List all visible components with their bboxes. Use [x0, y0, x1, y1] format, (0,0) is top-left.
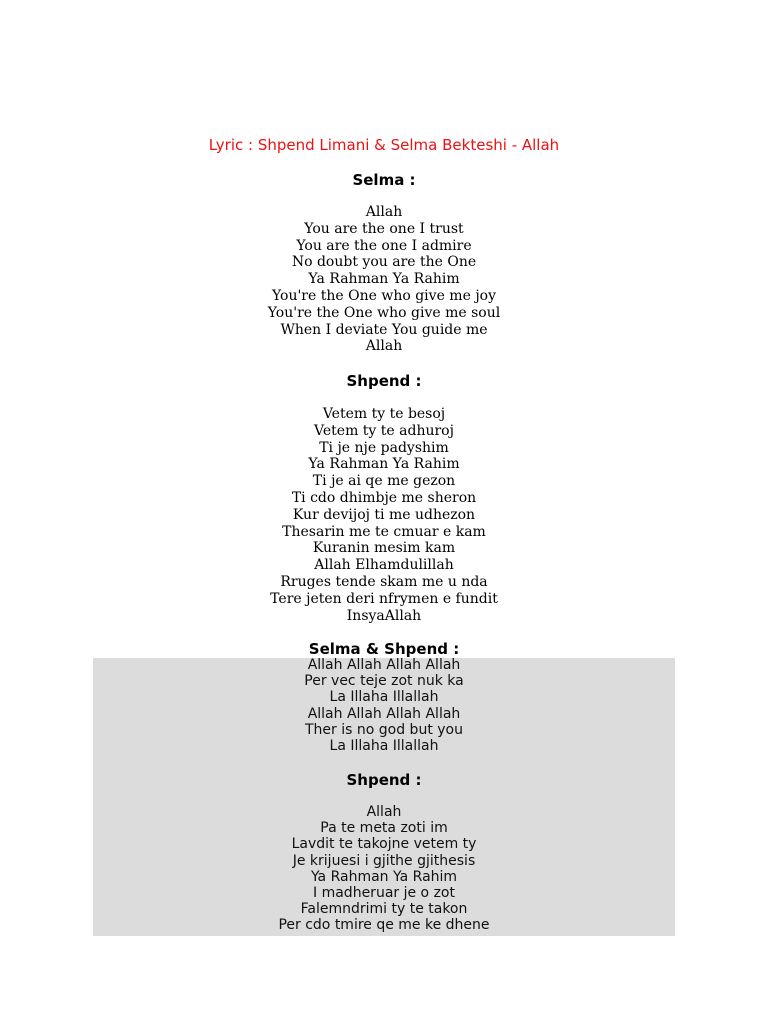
lyric-line: Ti je nje padyshim	[319, 439, 449, 456]
lyric-title: Lyric : Shpend Limani & Selma Bekteshi - Allah	[208, 136, 560, 154]
lyric-line: Allah Elhamdulillah	[314, 557, 454, 574]
lyric-line: La Illaha Illallah	[329, 737, 439, 754]
lyric-line: You are the one I admire	[296, 237, 472, 254]
lyric-line: Je krijuesi i gjithe gjithesis	[292, 852, 476, 869]
lyric-line: Vetem ty te adhuroj	[314, 422, 454, 439]
section-heading-shpend-2: Shpend :	[346, 771, 422, 789]
lyric-line: InsyaAllah	[346, 607, 422, 624]
lyrics-block-shpend-2	[0, 804, 768, 934]
lyric-line: Tere jeten deri nfrymen e fundit	[270, 590, 498, 607]
lyric-line: Per vec teje zot nuk ka	[304, 673, 464, 690]
lyric-line: Ther is no god but you	[305, 721, 463, 738]
lyric-line: You're the One who give me soul	[267, 304, 501, 321]
lyrics-block-duet	[0, 657, 768, 754]
lyric-line: Ti je ai qe me gezon	[312, 473, 456, 490]
lyric-line: No doubt you are the One	[291, 254, 477, 271]
lyrics-block-selma	[0, 204, 768, 355]
lyric-line: You're the One who give me joy	[271, 287, 496, 304]
lyric-line: Ti cdo dhimbje me sheron	[291, 489, 477, 506]
lyric-line: Kur devijoj ti me udhezon	[292, 506, 476, 523]
lyric-line: La Illaha Illallah	[329, 689, 439, 706]
lyric-line: Thesarin me te cmuar e kam	[282, 523, 486, 540]
lyric-line: Vetem ty te besoj	[322, 406, 446, 422]
lyric-line: Ya Rahman Ya Rahim	[308, 456, 460, 473]
lyric-line: Allah Allah Allah Allah	[307, 657, 461, 673]
lyric-line: Lavdit te takojne vetem ty	[291, 836, 477, 853]
lyric-line: Ya Rahman Ya Rahim	[310, 868, 458, 885]
lyric-line: Allah	[366, 804, 402, 820]
section-heading-duet: Selma & Shpend :	[308, 640, 460, 658]
lyric-line: Falemndrimi ty te takon	[300, 901, 468, 918]
lyric-line: Rruges tende skam me u nda	[280, 573, 488, 590]
lyric-line: When I deviate You guide me	[280, 321, 488, 338]
section-heading-shpend: Shpend :	[346, 372, 422, 390]
lyrics-block-shpend	[0, 406, 768, 624]
lyric-line: I madheruar je o zot	[313, 884, 455, 901]
lyric-line: You are the one I trust	[304, 220, 464, 237]
lyric-line: Pa te meta zoti im	[320, 820, 448, 837]
section-heading-selma: Selma :	[352, 171, 416, 189]
lyric-line: Ya Rahman Ya Rahim	[308, 271, 460, 288]
lyric-line: Kuranin mesim kam	[312, 540, 456, 557]
lyric-line: Allah	[365, 338, 403, 355]
lyric-line: Per cdo tmire qe me ke dhene	[278, 917, 490, 934]
lyric-line: Allah	[365, 204, 403, 220]
lyric-line: Allah Allah Allah Allah	[307, 705, 461, 722]
